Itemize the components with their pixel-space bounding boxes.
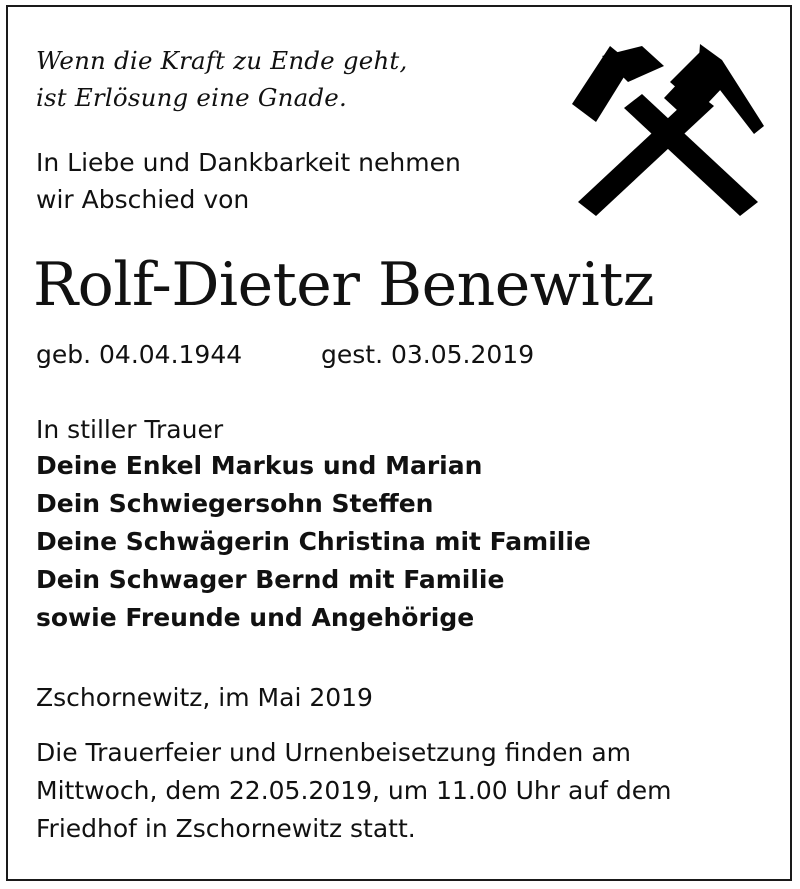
hammer-and-pick-icon (572, 42, 764, 220)
mourning-heading: In stiller Trauer (36, 415, 224, 444)
ceremony-line-3: Friedhof in Zschornewitz statt. (36, 814, 416, 843)
life-dates (36, 340, 535, 369)
mourner-line: Deine Enkel Markus und Marian (36, 451, 483, 480)
ceremony-line-2: Mittwoch, dem 22.05.2019, um 11.00 Uhr auf dem (36, 776, 672, 805)
verse-line-2: ist Erlösung eine Gnade. (36, 83, 347, 112)
deceased-name: Rolf-Dieter Benewitz (33, 250, 655, 320)
mourner-line: Dein Schwager Bernd mit Familie (36, 565, 505, 594)
ceremony-line-1: Die Trauerfeier und Urnenbeisetzung finden am (36, 738, 632, 767)
mourner-line: Deine Schwägerin Christina mit Familie (36, 527, 591, 556)
mourner-line: sowie Freunde und Angehörige (36, 603, 475, 632)
verse-line-1: Wenn die Kraft zu Ende geht, (36, 46, 408, 75)
mourner-line: Dein Schwiegersohn Steffen (36, 489, 434, 518)
birth-date: geb. 04.04.1944 (36, 340, 243, 369)
intro-line-1: In Liebe und Dankbarkeit nehmen (36, 148, 461, 177)
death-date: gest. 03.05.2019 (321, 340, 535, 369)
intro-line-2: wir Abschied von (36, 185, 250, 214)
place-date: Zschornewitz, im Mai 2019 (36, 683, 373, 712)
